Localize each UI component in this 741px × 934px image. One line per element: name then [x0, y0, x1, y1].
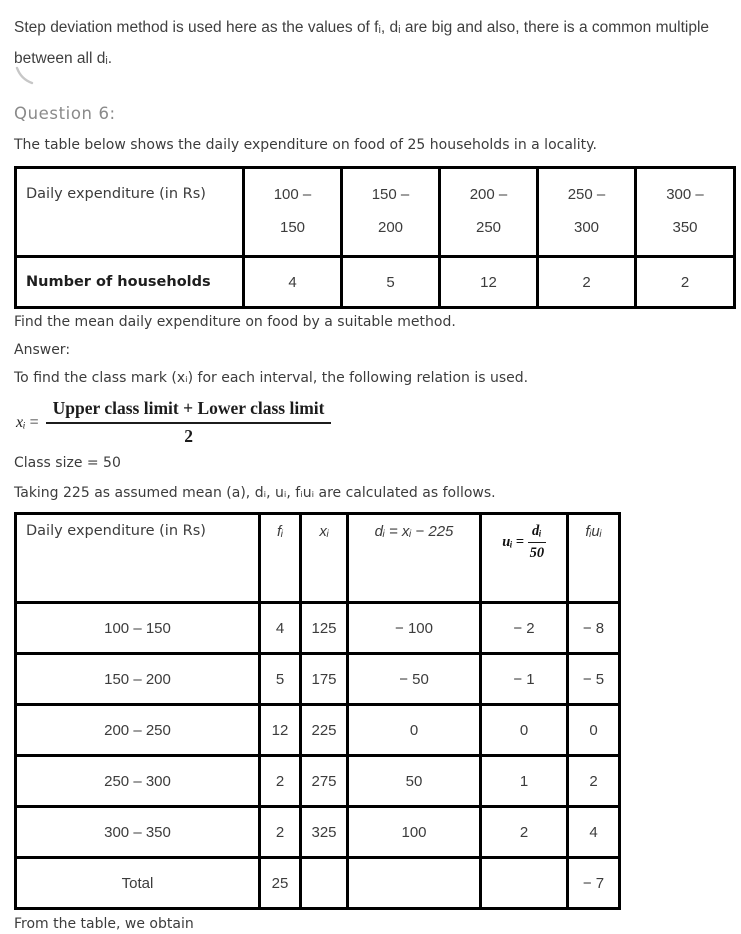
fiui-cell: − 8: [568, 603, 620, 654]
empty-cell: [348, 858, 481, 909]
table2-row: [16, 807, 620, 858]
fiui-header: fᵢuᵢ: [568, 514, 620, 603]
fi-header: fᵢ: [260, 514, 301, 603]
fiui-cell: − 5: [568, 654, 620, 705]
ui-cell: 1: [481, 756, 568, 807]
di-cell: − 50: [348, 654, 481, 705]
fi-cell: 2: [260, 756, 301, 807]
empty-cell: [301, 858, 348, 909]
table1-households-row: [16, 257, 735, 308]
range-header-cell: 150 – 200: [342, 168, 440, 257]
fi-cell: 4: [260, 603, 301, 654]
step-deviation-table: [14, 512, 621, 910]
table2-total-row: [16, 858, 620, 909]
range-cell: 150 – 200: [16, 654, 260, 705]
table2-row: [16, 705, 620, 756]
fi-cell: 12: [260, 705, 301, 756]
fi-total-cell: 25: [260, 858, 301, 909]
ui-fraction-denominator: 50: [529, 545, 545, 561]
xi-cell: 175: [301, 654, 348, 705]
table2-col1-header: Daily expenditure (in Rs): [16, 514, 260, 603]
xi-cell: 325: [301, 807, 348, 858]
fiui-cell: 0: [568, 705, 620, 756]
households-value-cell: 5: [342, 257, 440, 308]
range-cell: 300 – 350: [16, 807, 260, 858]
di-cell: 100: [348, 807, 481, 858]
ui-cell: − 1: [481, 654, 568, 705]
empty-cell: [481, 858, 568, 909]
fiui-cell: 4: [568, 807, 620, 858]
table2-row: [16, 654, 620, 705]
ui-cell: 0: [481, 705, 568, 756]
households-value-cell: 2: [636, 257, 735, 308]
range-cell: 100 – 150: [16, 603, 260, 654]
table2-row: [16, 756, 620, 807]
fraction-numerator: Upper class limit + Lower class limit: [46, 398, 332, 424]
households-value-cell: 12: [440, 257, 538, 308]
formula-lhs: xᵢ =: [16, 413, 39, 431]
di-cell: 50: [348, 756, 481, 807]
formula-fraction: [46, 398, 332, 447]
table1-col1-header: Daily expenditure (in Rs): [16, 168, 244, 257]
range-cell: 200 – 250: [16, 705, 260, 756]
ui-cell: 2: [481, 807, 568, 858]
fi-cell: 5: [260, 654, 301, 705]
di-cell: − 100: [348, 603, 481, 654]
classmark-text: To find the class mark (xᵢ) for each interval, the following relation is used.: [14, 370, 529, 386]
ui-cell: − 2: [481, 603, 568, 654]
range-header-cell: 100 – 150: [244, 168, 342, 257]
class-size-text: Class size = 50: [14, 455, 121, 471]
xi-cell: 125: [301, 603, 348, 654]
range-header-cell: 300 – 350: [636, 168, 735, 257]
ui-header: [481, 514, 568, 603]
ui-formula: uᵢ = $\frac{\text{dᵢ}}{50}$: [502, 523, 545, 561]
table1-header-row: [16, 168, 735, 257]
fiui-cell: 2: [568, 756, 620, 807]
xi-header: xᵢ: [301, 514, 348, 603]
assumed-mean-text: Taking 225 as assumed mean (a), dᵢ, uᵢ, fᵢuᵢ are calculated as follows.: [14, 485, 496, 501]
di-header: dᵢ = xᵢ − 225: [348, 514, 481, 603]
di-cell: 0: [348, 705, 481, 756]
expenditure-summary-table: [14, 166, 736, 309]
households-value-cell: 4: [244, 257, 342, 308]
table1-row-label: Number of households: [16, 257, 244, 308]
fraction-denominator: 2: [184, 426, 193, 446]
question-text: The table below shows the daily expenditure on food of 25 households in a locality.: [14, 137, 597, 153]
cursor-artifact: [14, 66, 36, 88]
total-label-cell: Total: [16, 858, 260, 909]
ui-fraction-numerator: dᵢ: [528, 523, 546, 543]
xi-cell: 225: [301, 705, 348, 756]
answer-label: Answer:: [14, 342, 71, 358]
from-table-text: From the table, we obtain: [14, 916, 194, 932]
table2-header-row: [16, 514, 620, 603]
households-value-cell: 2: [538, 257, 636, 308]
range-header-cell: 200 – 250: [440, 168, 538, 257]
fi-cell: 2: [260, 807, 301, 858]
classmark-formula: [16, 398, 727, 447]
fiui-total-cell: − 7: [568, 858, 620, 909]
table2-row: [16, 603, 620, 654]
xi-cell: 275: [301, 756, 348, 807]
range-cell: 250 – 300: [16, 756, 260, 807]
question-heading: Question 6:: [14, 104, 116, 123]
range-header-cell: 250 – 300: [538, 168, 636, 257]
intro-paragraph: Step deviation method is used here as the values of fᵢ, dᵢ are big and also, there is a common multiple between all dᵢ.: [14, 19, 710, 67]
find-method-text: Find the mean daily expenditure on food by a suitable method.: [14, 314, 456, 330]
